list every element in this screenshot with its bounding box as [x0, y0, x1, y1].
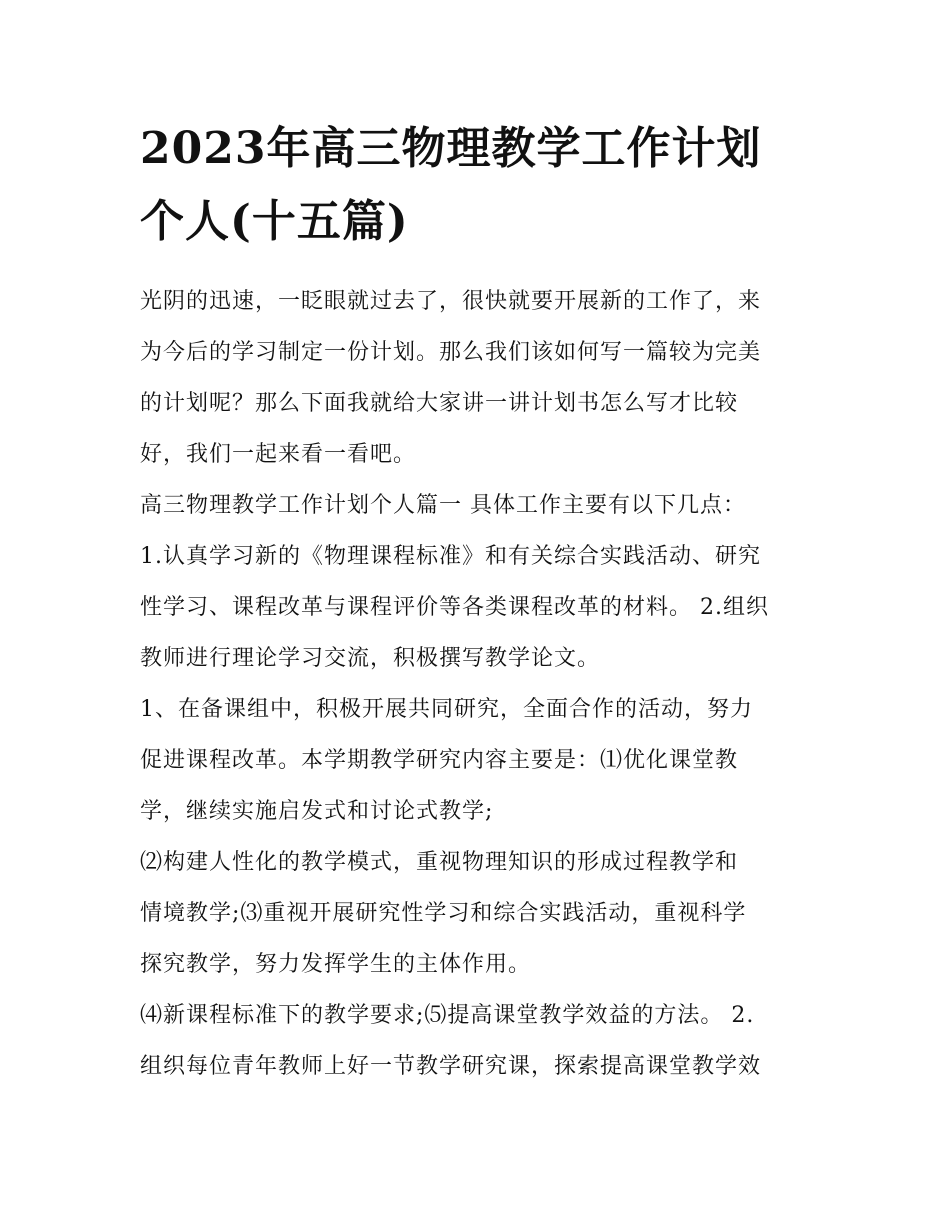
text-line: 好，我们一起来看一看吧。: [140, 442, 417, 467]
document-content: [140, 112, 815, 1092]
text-line: 高三物理教学工作计划个人篇一 具体工作主要有以下几点：: [140, 493, 746, 518]
text-line: 光阴的迅速，一眨眼就过去了，很快就要开展新的工作了，来: [140, 289, 762, 314]
document-title: [140, 112, 815, 258]
text-line: ⑷新课程标准下的教学要求;⑸提高课堂教学效益的方法。 2.: [140, 1003, 755, 1028]
text-line: ⑵构建人性化的教学模式，重视物理知识的形成过程教学和: [140, 850, 739, 875]
text-line: 为今后的学习制定一份计划。那么我们该如何写一篇较为完美: [140, 340, 762, 365]
body-paragraph: [140, 531, 815, 684]
title-line: 2023年高三物理教学工作计划: [140, 123, 762, 174]
body-paragraph: [140, 990, 815, 1092]
text-line: 组织每位青年教师上好一节教学研究课，探索提高课堂教学效: [140, 1054, 762, 1079]
intro-paragraph: [140, 276, 815, 480]
body-paragraph: [140, 684, 815, 837]
text-line: 促进课程改革。本学期教学研究内容主要是：⑴优化课堂教: [140, 748, 739, 773]
text-line: 情境教学;⑶重视开展研究性学习和综合实践活动，重视科学: [140, 901, 747, 926]
text-line: 的计划呢？那么下面我就给大家讲一讲计划书怎么写才比较: [140, 391, 739, 416]
text-line: 1、在备课组中，积极开展共同研究，全面合作的活动，努力: [140, 697, 753, 722]
text-line: 教师进行理论学习交流，积极撰写教学论文。: [140, 646, 601, 671]
section-heading-paragraph: [140, 480, 815, 531]
text-line: 性学习、课程改革与课程评价等各类课程改革的材料。 2.组织: [140, 595, 769, 620]
title-line: 个人(十五篇): [140, 196, 409, 247]
body-paragraph: [140, 837, 815, 990]
text-line: 探究教学，努力发挥学生的主体作用。: [140, 952, 532, 977]
text-line: 1.认真学习新的《物理课程标准》和有关综合实践活动、研究: [140, 544, 761, 569]
text-line: 学，继续实施启发式和讨论式教学;: [140, 799, 494, 824]
document-body: [140, 276, 815, 1092]
